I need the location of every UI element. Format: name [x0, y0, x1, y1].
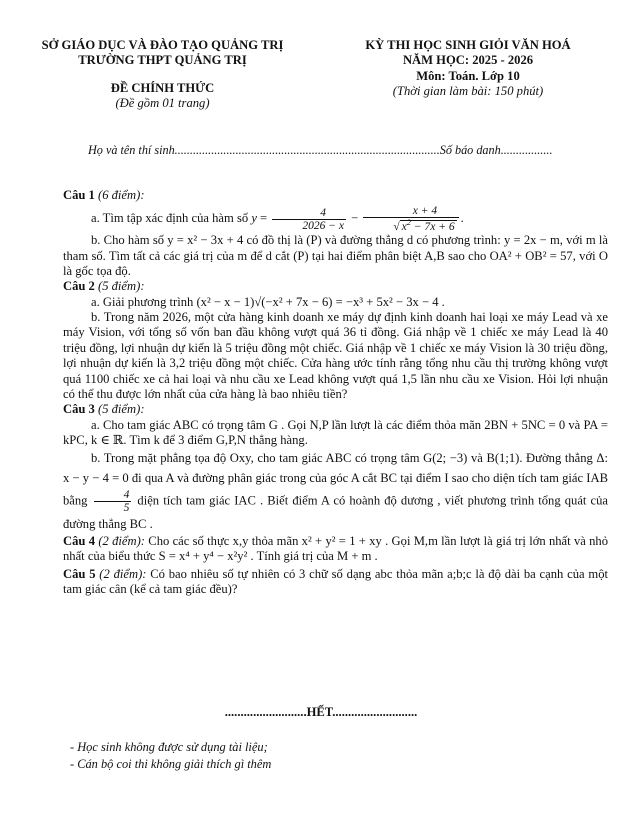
header-left — [20, 38, 305, 111]
fraction-2: $\frac{x + 4}{√ x^2 - 7x + 6}$ — [363, 205, 458, 233]
header-right — [318, 38, 618, 99]
question-3-heading: Câu 3 (5 điểm): — [63, 402, 145, 417]
note-1: - Học sinh không được sử dụng tài liệu; — [70, 740, 268, 754]
exam-title: KỲ THI HỌC SINH GIỎI VĂN HOÁ — [365, 38, 571, 52]
subject: Môn: Toán. Lớp 10 — [416, 68, 520, 83]
footer-notes — [70, 740, 271, 774]
school-name: TRƯỜNG THPT QUẢNG TRỊ — [78, 53, 247, 68]
candidate-name-field: Họ và tên thí sinh....................................................................................... — [88, 143, 440, 157]
question-1b: b. Cho hàm số y = x² − 3x + 4 có đồ thị là (P) và đường thẳng d có phương trình: y = 2x − m, với m là tham số. Tìm tất cả các giá trị của m để d cắt (P) tại hai điểm phân biệt A,B sao cho OA² + OB² = 57, với O là gốc tọa độ. — [63, 233, 608, 279]
question-2-heading: Câu 2 (5 điểm): — [63, 279, 145, 294]
question-3b: b. Trong mặt phẳng tọa độ Oxy, cho tam giác ABC có trọng tâm G(2; −3) và B(1;1). Đường thẳng Δ: x − y − 4 = 0 đi qua A và đường phân giác trong của góc A cắt BC tại điểm I sao cho diện tích tam giác IAB bằng $\frac{4}{5}$ diện tích tam giác IAC . Biết điểm A có hoành độ dương , viết phương trình tổng quát của đường thẳng BC . — [63, 451, 608, 531]
question-4: Câu 4 (2 điểm): Cho các số thực x,y thỏa mãn x² + y² = 1 + xy . Gọi M,m lần lượt là giá trị lớn nhất và nhỏ nhất của biểu thức S = x⁴ + y⁴ − x²y² . Tính giá trị của M + m . — [63, 533, 609, 564]
fraction-1: $\frac{4}{2026 - x}$ — [272, 207, 346, 232]
note-2: - Cán bộ coi thi không giải thích gì thêm — [70, 757, 272, 772]
official-label: ĐỀ CHÍNH THỨC — [110, 80, 215, 95]
question-2a: a. Giải phương trình (x² − x − 1)√(−x² + 7x − 6) = −x³ + 5x² − 3x − 4 . — [91, 294, 445, 309]
time-limit: (Thời gian làm bài: 150 phút) — [392, 84, 544, 99]
question-3a: a. Cho tam giác ABC có trọng tâm G . Gọi N,P lần lượt là các điểm thỏa mãn 2BN + 5NC = 0 và PA = kPC, k ∈ ℝ. Tìm k để 3 điểm G,P,N thẳng hàng. — [63, 417, 608, 447]
page-count: (Đề gồm 01 trang) — [115, 96, 210, 111]
question-1a: a. Tìm tập xác định của hàm số y = $\frac{4}{2026 - x}$ − $\frac{x + 4}{√ x^2 - 7x + 6}$ . — [91, 205, 464, 234]
department-name: SỞ GIÁO DỤC VÀ ĐÀO TẠO QUẢNG TRỊ — [41, 38, 284, 52]
school-year: NĂM HỌC: 2025 - 2026 — [402, 53, 534, 68]
candidate-line — [88, 143, 558, 158]
fraction-4-5: $\frac{4}{5}$ — [94, 489, 132, 514]
candidate-id-field: Số báo danh................. — [439, 143, 553, 157]
end-marker: ..........................HẾT........................... — [224, 705, 418, 719]
question-5: Câu 5 (2 điểm): Có bao nhiêu số tự nhiên có 3 chữ số dạng abc thỏa mãn a;b;c là độ dài ba cạnh của một tam giác cân (kể cả tam giác đều)? — [63, 566, 608, 596]
question-2b: b. Trong năm 2026, một cửa hàng kinh doanh xe máy dự định kinh doanh hai loại xe máy Lead và xe máy Vision, với tổng số vốn ban đầu không vượt quá 36 tỉ đồng. Giá nhập về 1 chiếc xe máy Lead là 40 triệu đồng, lợi nhuận dự kiến là 5 triệu đồng một chiếc. Giá nhập về 1 chiếc xe máy Vision là 30 triệu đồng, lợi nhuận dự kiến là 3,2 triệu đồng một chiếc. Cửa hàng ước tính rằng tổng nhu cầu thị trường không vượt quá 1100 chiếc xe cả hai loại và nhu cầu xe Lead không vượt quá 1,5 lần nhu cầu xe Vision. Hỏi lợi nhuận có thể thu được lớn nhất của cửa hàng là bao nhiêu tiền? — [63, 310, 608, 401]
exam-body — [63, 188, 608, 597]
question-1-heading: Câu 1 (6 điểm): — [63, 188, 145, 202]
